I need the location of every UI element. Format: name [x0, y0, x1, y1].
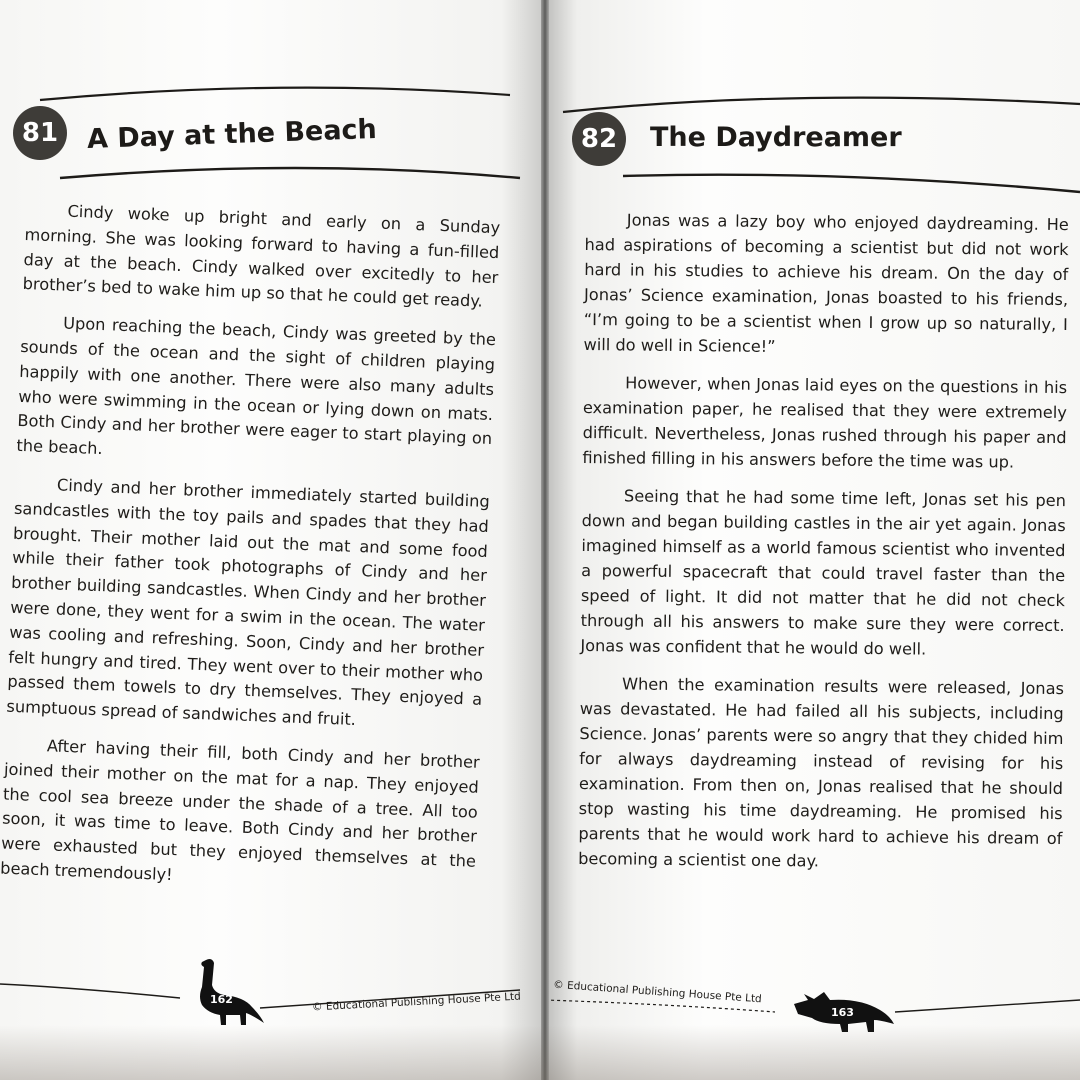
page-title: A Day at the Beach [86, 113, 378, 156]
paragraph: When the examination results were released, Jonas was devastated. He had failed all his subjects, including Science. Jonas’ parents were so angry that they chided him for always daydreaming instead of revising for his examination. From then on, Jonas realised that he should stop wasting his time daydreaming. He promised his parents that he would work hard to achieve his dream of becoming a scientist one day. [578, 674, 1065, 871]
bottom-shadow [0, 1025, 1080, 1080]
right-page [545, 0, 1080, 1080]
chapter-number-badge [572, 112, 626, 166]
paragraph: After having their fill, both Cindy and her brother joined their mother on the mat for a nap. They enjoyed the cool sea breeze under the shade of a tree. All too soon, it was time to leave. Both Cindy and her brother were exhausted but they enjoyed themselves at the beach tremendously! [0, 736, 481, 885]
chapter-number-badge [13, 106, 67, 160]
chapter-number: 81 [21, 118, 59, 148]
story-body [578, 207, 1069, 889]
paragraph: Cindy and her brother immediately started building sandcastles with the toy pails and spades that they had brought. Their mother laid out the mat and some food while their father took photographs of Cindy and her brother building sandcastles. When Cindy and her brother were done, they went for a swim in the ocean. The water was cooling and refreshing. Soon, Cindy and her brother felt hungry and tired. They went over to their mother who passed them towels to dry themselves. They enjoyed a sumptuous spread of sandwiches and fruit. [6, 475, 491, 730]
page-number: 162 [210, 993, 233, 1006]
page-title: The Daydreamer [650, 122, 902, 153]
page-number: 163 [831, 1006, 854, 1019]
paragraph: Seeing that he had some time left, Jonas set his pen down and began building castles in the air yet again. Jonas imagined himself as a world famous scientist who invented a powerful spacecraft that could travel faster than the speed of light. It did not matter that he did not check through all his answers to make sure they were correct. Jonas was confident that he would do well. [580, 486, 1067, 659]
paragraph: Upon reaching the beach, Cindy was greeted by the sounds of the ocean and the sight of children playing happily with one another. There were also many adults who were swimming in the ocean or lying down on mats. Both Cindy and her brother were eager to start playing on the beach. [16, 313, 497, 459]
right-header-curves [545, 0, 1080, 210]
paragraph: However, when Jonas laid eyes on the questions in his examination paper, he realised that they were extremely difficult. Nevertheless, Jonas rushed through his paper and finished filling in his answers before the time was up. [582, 373, 1068, 472]
paragraph: Jonas was a lazy boy who enjoyed daydreaming. He had aspirations of becoming a scientist but did not work hard in his studies to achieve his dream. On the day of Jonas’ Science examination, Jonas boasted to his friends, “I’m going to be a scientist when I grow up so naturally, I will do well in Science!” [583, 210, 1069, 357]
story-body [0, 198, 501, 912]
paragraph: Cindy woke up bright and early on a Sunday morning. She was looking forward to having a fun-filled day at the beach. Cindy walked over excitedly to her brother’s bed to wake him up so that he could get ready. [22, 201, 501, 311]
copyright-footer: © Educational Publishing House Pte Ltd [311, 990, 522, 1014]
book-spine [541, 0, 549, 1080]
left-header-curves [0, 0, 545, 200]
chapter-number: 82 [580, 124, 618, 154]
copyright-footer: © Educational Publishing House Pte Ltd [552, 978, 763, 1006]
